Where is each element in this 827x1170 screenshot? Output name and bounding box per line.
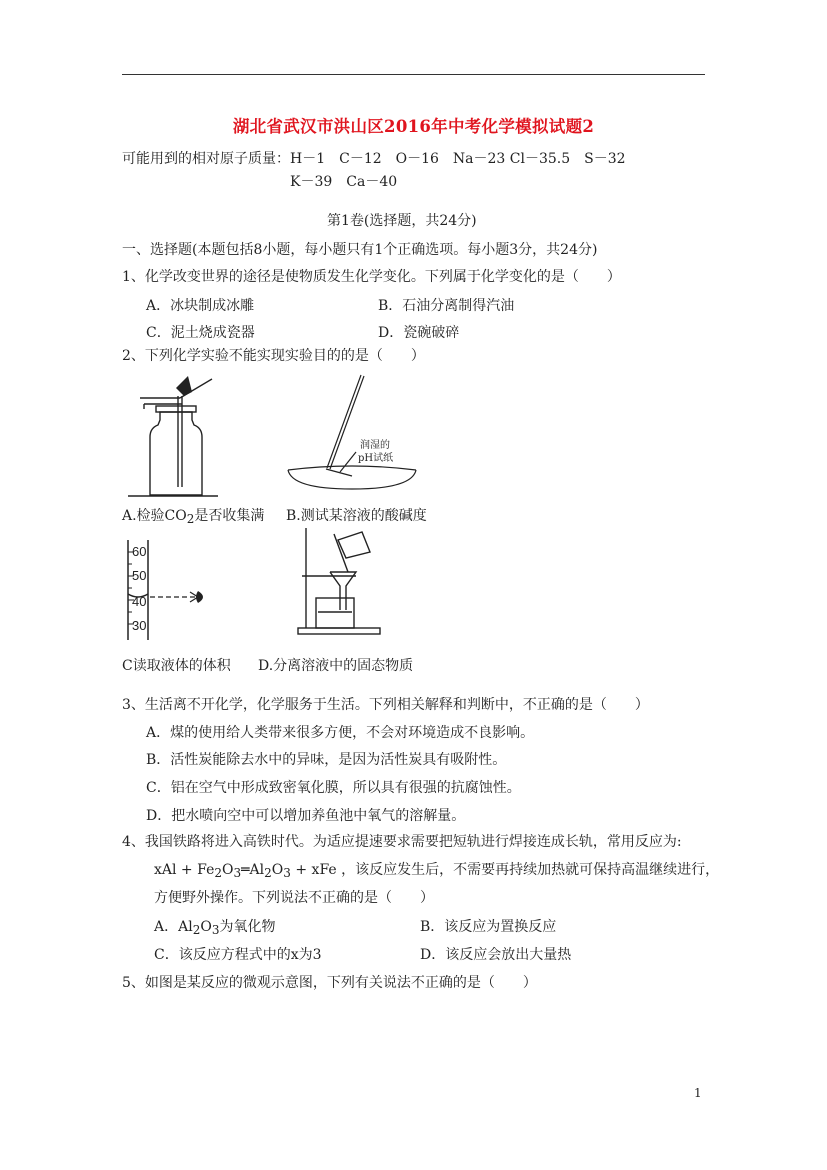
page-number: 1 [694,1086,702,1100]
question-4-option-b: B．该反应为置换反应 [420,919,557,935]
ph-paper-label-1: 润湿的 [360,440,390,451]
figure-filtration [296,524,396,636]
cylinder-tick-40: 40 [132,594,147,609]
cylinder-tick-30: 30 [132,618,147,633]
page-title: 湖北省武汉市洪山区2016年中考化学模拟试题2 [232,117,595,136]
question-4-option-d: D．该反应会放出大量热 [420,947,572,963]
question-5-stem: 5、如图是某反应的微观示意图，下列有关说法不正确的是（ ） [122,975,537,991]
cylinder-tick-60: 60 [132,544,147,559]
question-4-option-a: A．Al2O3为氧化物 [154,919,276,937]
atomic-masses-line-2: K－39 Ca－40 [290,174,398,190]
question-3-option-a: A．煤的使用给人类带来很多方便，不会对环境造成不良影响。 [146,725,535,741]
question-2-option-a: A.检验CO2是否收集满 [122,508,265,526]
figure-ph-test [280,372,430,492]
question-4-stem: 4、我国铁路将进入高铁时代。为适应提速要求需要把短轨进行焊接连成长轨，常用反应为: [122,834,682,850]
question-3-option-d: D．把水喷向空中可以增加养鱼池中氧气的溶解量。 [146,808,466,824]
question-1-option-c: C．泥土烧成瓷器 [146,325,255,341]
header-rule [122,74,705,75]
instruction: 一、选择题(本题包括8小题，每小题只有1个正确选项。每小题3分，共24分) [122,242,598,258]
ph-paper-label-2: pH试纸 [358,453,394,464]
question-1-stem: 1、化学改变世界的途径是使物质发生化学变化。下列属于化学变化的是（ ） [122,269,621,285]
cylinder-tick-50: 50 [132,568,147,583]
section-heading: 第1卷(选择题，共24分) [327,213,477,229]
question-4-option-c: C．该反应方程式中的x为3 [154,947,322,963]
atomic-masses-line-1: 可能用到的相对原子质量：H－1 C－12 O－16 Na－23 Cl－35.5 S－32 [122,151,626,167]
question-2-option-d: D.分离溶液中的固态物质 [258,658,414,674]
question-3-stem: 3、生活离不开化学，化学服务于生活。下列相关解释和判断中，不正确的是（ ） [122,697,649,713]
eye-icon [196,591,203,603]
figure-co2-collection [118,382,228,502]
question-1-option-a: A．冰块制成冰雕 [146,298,255,314]
question-2-stem: 2、下列化学实验不能实现实验目的的是（ ） [122,348,425,364]
question-4-equation: xAl + Fe2O3═Al2O3 + xFe ，该反应发生后，不需要再持续加热就可保持高温继续进行， [154,862,720,880]
question-4-continuation: 方便野外操作。下列说法不正确的是（ ） [154,890,434,906]
figure-cylinder-reading [122,536,222,642]
question-3-option-c: C．铝在空气中形成致密氧化膜，所以具有很强的抗腐蚀性。 [146,780,521,796]
question-1-option-d: D．瓷碗破碎 [378,325,460,341]
question-2-option-c: C读取液体的体积 [122,658,231,674]
question-1-option-b: B．石油分离制得汽油 [378,298,515,314]
question-2-option-b: B.测试某溶液的酸碱度 [286,508,427,524]
question-3-option-b: B．活性炭能除去水中的异味，是因为活性炭具有吸附性。 [146,752,507,768]
